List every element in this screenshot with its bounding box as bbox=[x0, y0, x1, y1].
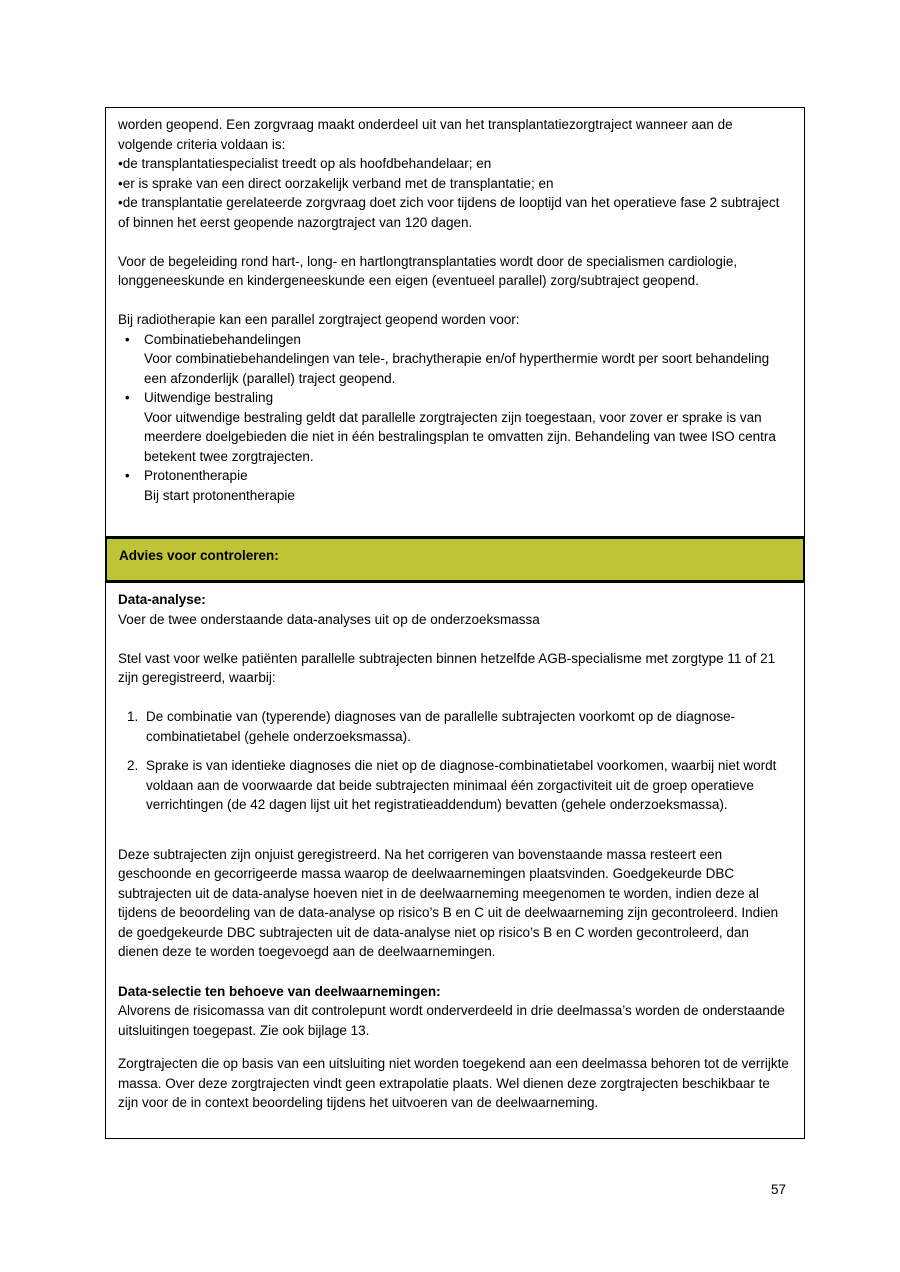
bullet-body: Voor uitwendige bestraling geldt dat parallelle zorgtrajecten zijn toegestaan, voor zover er sprake is van meerdere doelgebieden die niet in één bestralingsplan te omvatten zijn. Behandeling van twee ISO centra betekent twee zorgtrajecten. bbox=[144, 409, 776, 464]
heading-data-analyse: Data-analyse: bbox=[118, 592, 206, 607]
paragraph-transplantaties: Voor de begeleiding rond hart-, long- en hartlongtransplantaties wordt door de specialismen cardiologie, longgeneeskunde en kindergeneeskunde een eigen (eventueel parallel) zorg/subtraject geopend. bbox=[118, 253, 738, 288]
item-number: 1. bbox=[127, 709, 139, 724]
criteria-item: • de transplantatie gerelateerde zorgvraag doet zich voor tijdens de looptijd van het operatieve fase 2 subtraject of binnen het eerst geopende nazorgtraject van 120 dagen. bbox=[118, 193, 790, 232]
paragraph-radiotherapie: Bij radiotherapie kan een parallel zorgtraject geopend worden voor: bbox=[118, 312, 520, 327]
advice-banner bbox=[105, 537, 805, 582]
numbered-item bbox=[118, 756, 790, 815]
bullet-title: Protonentherapie bbox=[144, 468, 248, 483]
paragraph-data-analyse-intro: Voer de twee onderstaande data-analyses uit op de onderzoeksmassa bbox=[118, 611, 540, 627]
paragraph-intro: worden geopend. Een zorgvraag maakt onderdeel uit van het transplantatiezorgtraject wanneer aan de volgende criteria voldaan is: bbox=[118, 117, 733, 152]
bullet-title: Uitwendige bestraling bbox=[144, 390, 274, 405]
numbered-list bbox=[118, 707, 790, 815]
advice-banner-label: Advies voor controleren: bbox=[119, 548, 279, 563]
bullet-icon bbox=[118, 466, 144, 505]
list-item bbox=[118, 330, 790, 389]
item-text: De combinatie van (typerende) diagnoses van de parallelle subtrajecten voorkomt op de diagnose-combinatietabel (gehele onderzoeksmassa). bbox=[146, 709, 736, 744]
bullet-body: Bij start protonentherapie bbox=[144, 487, 295, 503]
item-number: 2. bbox=[127, 758, 139, 773]
criteria-item: • er is sprake van een direct oorzakelijk verband met de transplantatie; en bbox=[118, 174, 790, 194]
bullet-icon bbox=[118, 330, 144, 389]
content-box-top bbox=[105, 107, 805, 537]
paragraph-uitsluitingen: Alvorens de risicomassa van dit controlepunt wordt onderverdeeld in drie deelmassa’s worden de onderstaande uitsluitingen toegepast. Zie ook bijlage 13. bbox=[118, 1003, 785, 1038]
numbered-item bbox=[118, 707, 790, 746]
content-box-bottom bbox=[105, 582, 805, 1139]
heading-data-selectie: Data-selectie ten behoeve van deelwaarnemingen: bbox=[118, 983, 441, 999]
page-number: 57 bbox=[771, 1182, 787, 1197]
bullet-title: Combinatiebehandelingen bbox=[144, 331, 301, 347]
list-item bbox=[118, 466, 790, 505]
item-text: Sprake is van identieke diagnoses die niet op de diagnose-combinatietabel voorkomen, waarbij niet wordt voldaan aan de voorwaarde dat beide subtrajecten minimaal één zorgactiviteit uit de groep operatieve verrichtingen (de 42 dagen lijst uit het registratieaddendum) bevatten (gehele onderzoeksmassa). bbox=[146, 758, 777, 812]
paragraph-stel-vast: Stel vast voor welke patiënten parallelle subtrajecten binnen hetzelfde AGB-specialisme met zorgtype 11 of 21 zijn geregistreerd, waarbij: bbox=[118, 650, 776, 685]
list-item bbox=[118, 388, 790, 466]
bullet-icon bbox=[118, 388, 144, 466]
radiotherapie-bullet-list bbox=[118, 330, 790, 506]
paragraph-deelwaarnemingen: Deze subtrajecten zijn onjuist geregistreerd. Na het corrigeren van bovenstaande massa resteert een geschoonde en gecorrigeerde massa waarop de deelwaarnemingen plaatsvinden. Goedgekeurde DBC subtrajecten uit de data-analyse hoeven niet in de deelwaarneming meegenomen te worden, indien deze al tijdens de beoordeling van de data-analyse op risico’s B en C uit de deelwaarneming zijn gecontroleerd. Indien de goedgekeurde DBC subtrajecten uit de data-analyse niet op risico’s B en C worden gecontroleerd, dan dienen deze te worden toegevoegd aan de deelwaarnemingen. bbox=[118, 846, 779, 959]
criteria-item: • de transplantatiespecialist treedt op als hoofdbehandelaar; en bbox=[118, 154, 790, 174]
bullet-body: Voor combinatiebehandelingen van tele-, brachytherapie en/of hyperthermie wordt per soort behandeling een afzonderlijk (parallel) traject geopend. bbox=[144, 351, 770, 386]
paragraph-verrijkte-massa: Zorgtrajecten die op basis van een uitsluiting niet worden toegekend aan een deelmassa behoren tot de verrijkte massa. Over deze zorgtrajecten vindt geen extrapolatie plaats. Wel dienen deze zorgtrajecten beschikbaar te zijn voor de in context beoordeling tijdens het uitvoeren van de deelwaarneming. bbox=[118, 1056, 789, 1110]
document-column bbox=[105, 107, 805, 1139]
